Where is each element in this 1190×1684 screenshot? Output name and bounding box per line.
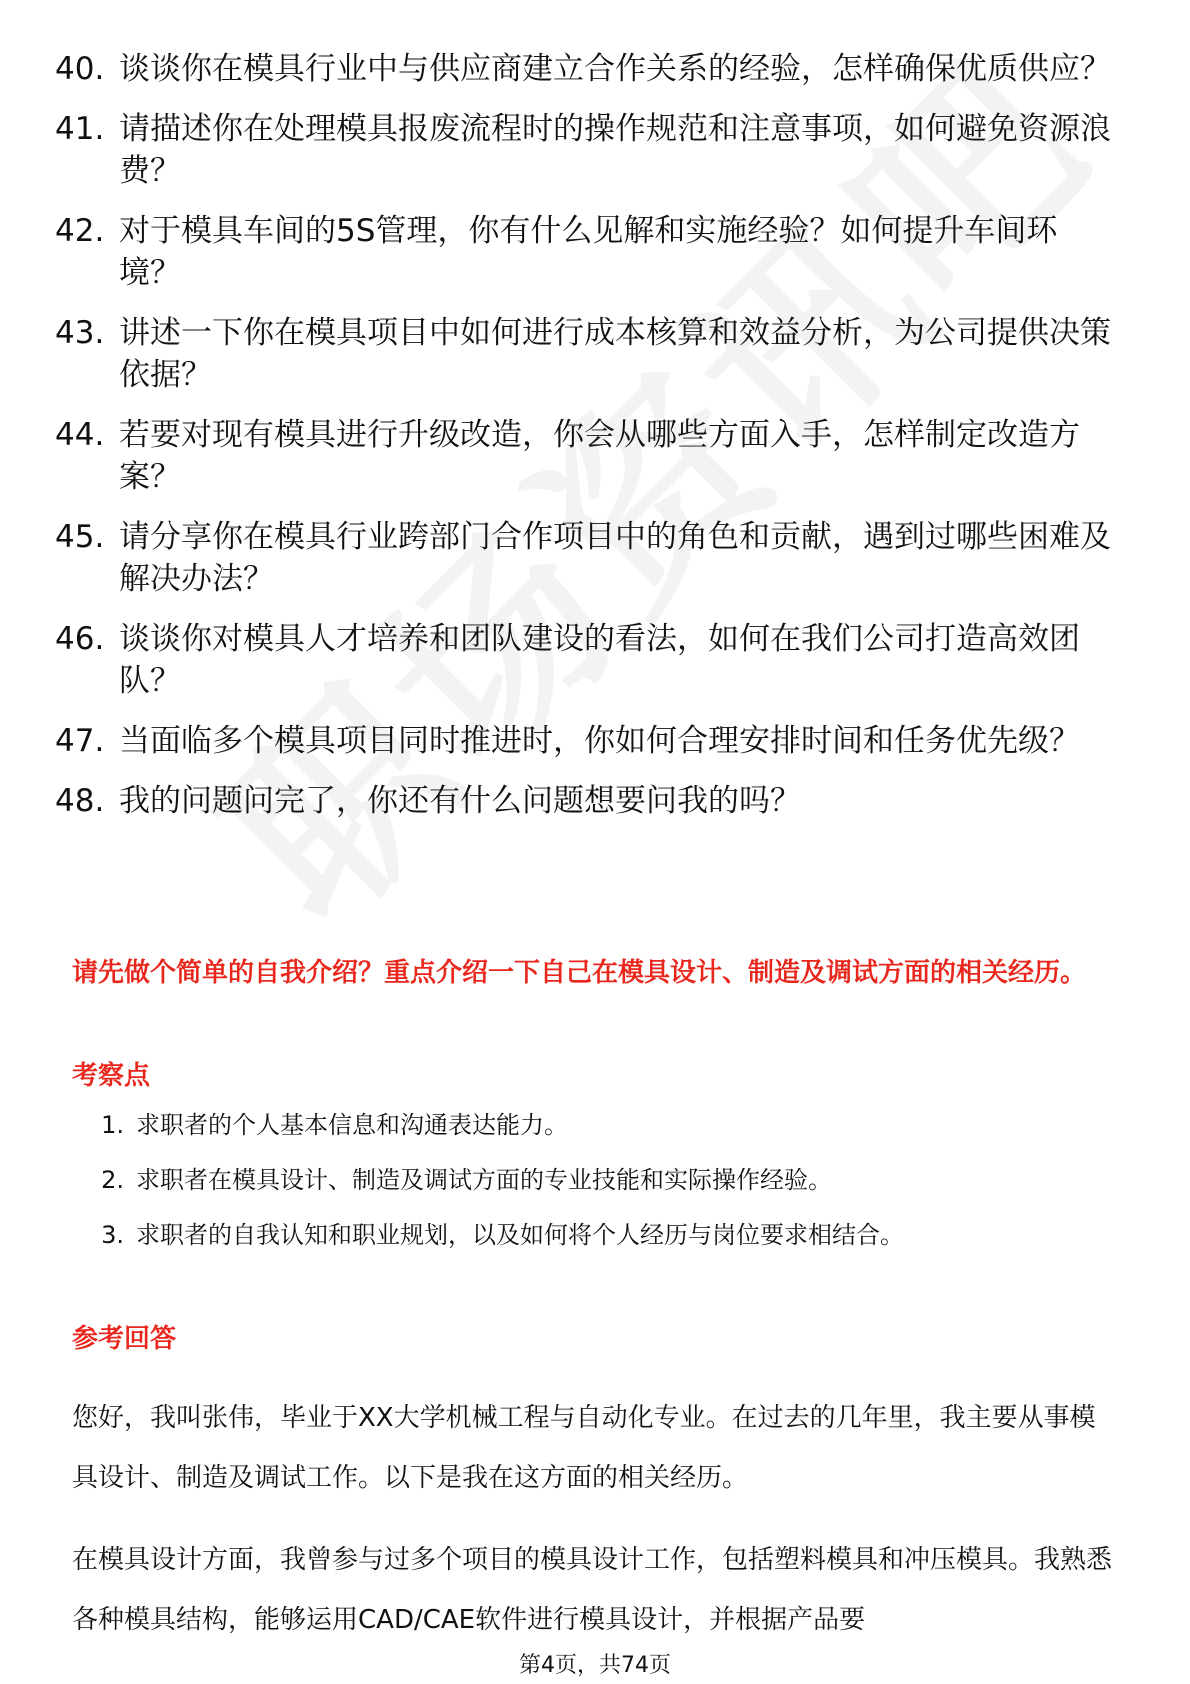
answer-paragraph: 在模具设计方面，我曾参与过多个项目的模具设计工作，包括塑料模具和冲压模具。我熟悉各种模具结构，能够运用CAD/CAE软件进行模具设计，并根据产品要 (72, 1545, 1113, 1635)
point-number: 1. (101, 1111, 124, 1139)
question-text: 谈谈你在模具行业中与供应商建立合作关系的经验，怎样确保优质供应？ (119, 51, 1111, 87)
point-text: 求职者的自我认知和职业规划，以及如何将个人经历与岗位要求相结合。 (136, 1221, 904, 1249)
answer-paragraph: 您好，我叫张伟，毕业于XX大学机械工程与自动化专业。在过去的几年里，我主要从事模具设计、制造及调试工作。以下是我在这方面的相关经历。 (72, 1403, 1096, 1493)
question-number: 43. (55, 315, 105, 351)
point-number: 3. (101, 1221, 124, 1249)
question-number: 44. (55, 417, 105, 453)
question-item (55, 780, 1115, 822)
page-footer: 第4页，共74页 (519, 1653, 671, 1678)
question-number: 40. (55, 51, 105, 87)
question-item (55, 210, 1115, 294)
question-number: 46. (55, 621, 105, 657)
question-item (55, 516, 1115, 600)
question-number: 42. (55, 213, 105, 249)
assessment-points (72, 1108, 1112, 1273)
question-text: 若要对现有模具进行升级改造，你会从哪些方面入手，怎样制定改造方案？ (119, 417, 1080, 495)
question-number: 41. (55, 111, 105, 147)
highlight-question: 请先做个简单的自我介绍？重点介绍一下自己在模具设计、制造及调试方面的相关经历。 (72, 958, 1087, 988)
assessment-point (72, 1163, 1112, 1218)
point-text: 求职者的个人基本信息和沟通表达能力。 (136, 1111, 568, 1139)
question-text: 请分享你在模具行业跨部门合作项目中的角色和贡献，遇到过哪些困难及解决办法？ (119, 519, 1111, 597)
question-item (55, 48, 1115, 90)
question-item (55, 618, 1115, 702)
point-text: 求职者在模具设计、制造及调试方面的专业技能和实际操作经验。 (136, 1166, 832, 1194)
assessment-title: 考察点 (72, 1061, 151, 1091)
question-text: 对于模具车间的5S管理，你有什么见解和实施经验？如何提升车间环境？ (119, 213, 1058, 291)
question-list (55, 48, 1115, 840)
assessment-point (72, 1108, 1112, 1163)
question-text: 讲述一下你在模具项目中如何进行成本核算和效益分析，为公司提供决策依据？ (119, 315, 1111, 393)
question-text: 谈谈你对模具人才培养和团队建设的看法，如何在我们公司打造高效团队？ (119, 621, 1080, 699)
question-text: 我的问题问完了，你还有什么问题想要问我的吗？ (119, 783, 801, 819)
question-item (55, 414, 1115, 498)
question-item (55, 312, 1115, 396)
assessment-point (72, 1218, 1112, 1273)
question-number: 45. (55, 519, 105, 555)
question-text: 当面临多个模具项目同时推进时，你如何合理安排时间和任务优先级？ (119, 723, 1080, 759)
question-text: 请描述你在处理模具报废流程时的操作规范和注意事项，如何避免资源浪费？ (119, 111, 1111, 189)
point-number: 2. (101, 1166, 124, 1194)
question-item (55, 108, 1115, 192)
question-number: 47. (55, 723, 105, 759)
question-item (55, 720, 1115, 762)
question-number: 48. (55, 783, 105, 819)
answer-title: 参考回答 (72, 1324, 177, 1354)
